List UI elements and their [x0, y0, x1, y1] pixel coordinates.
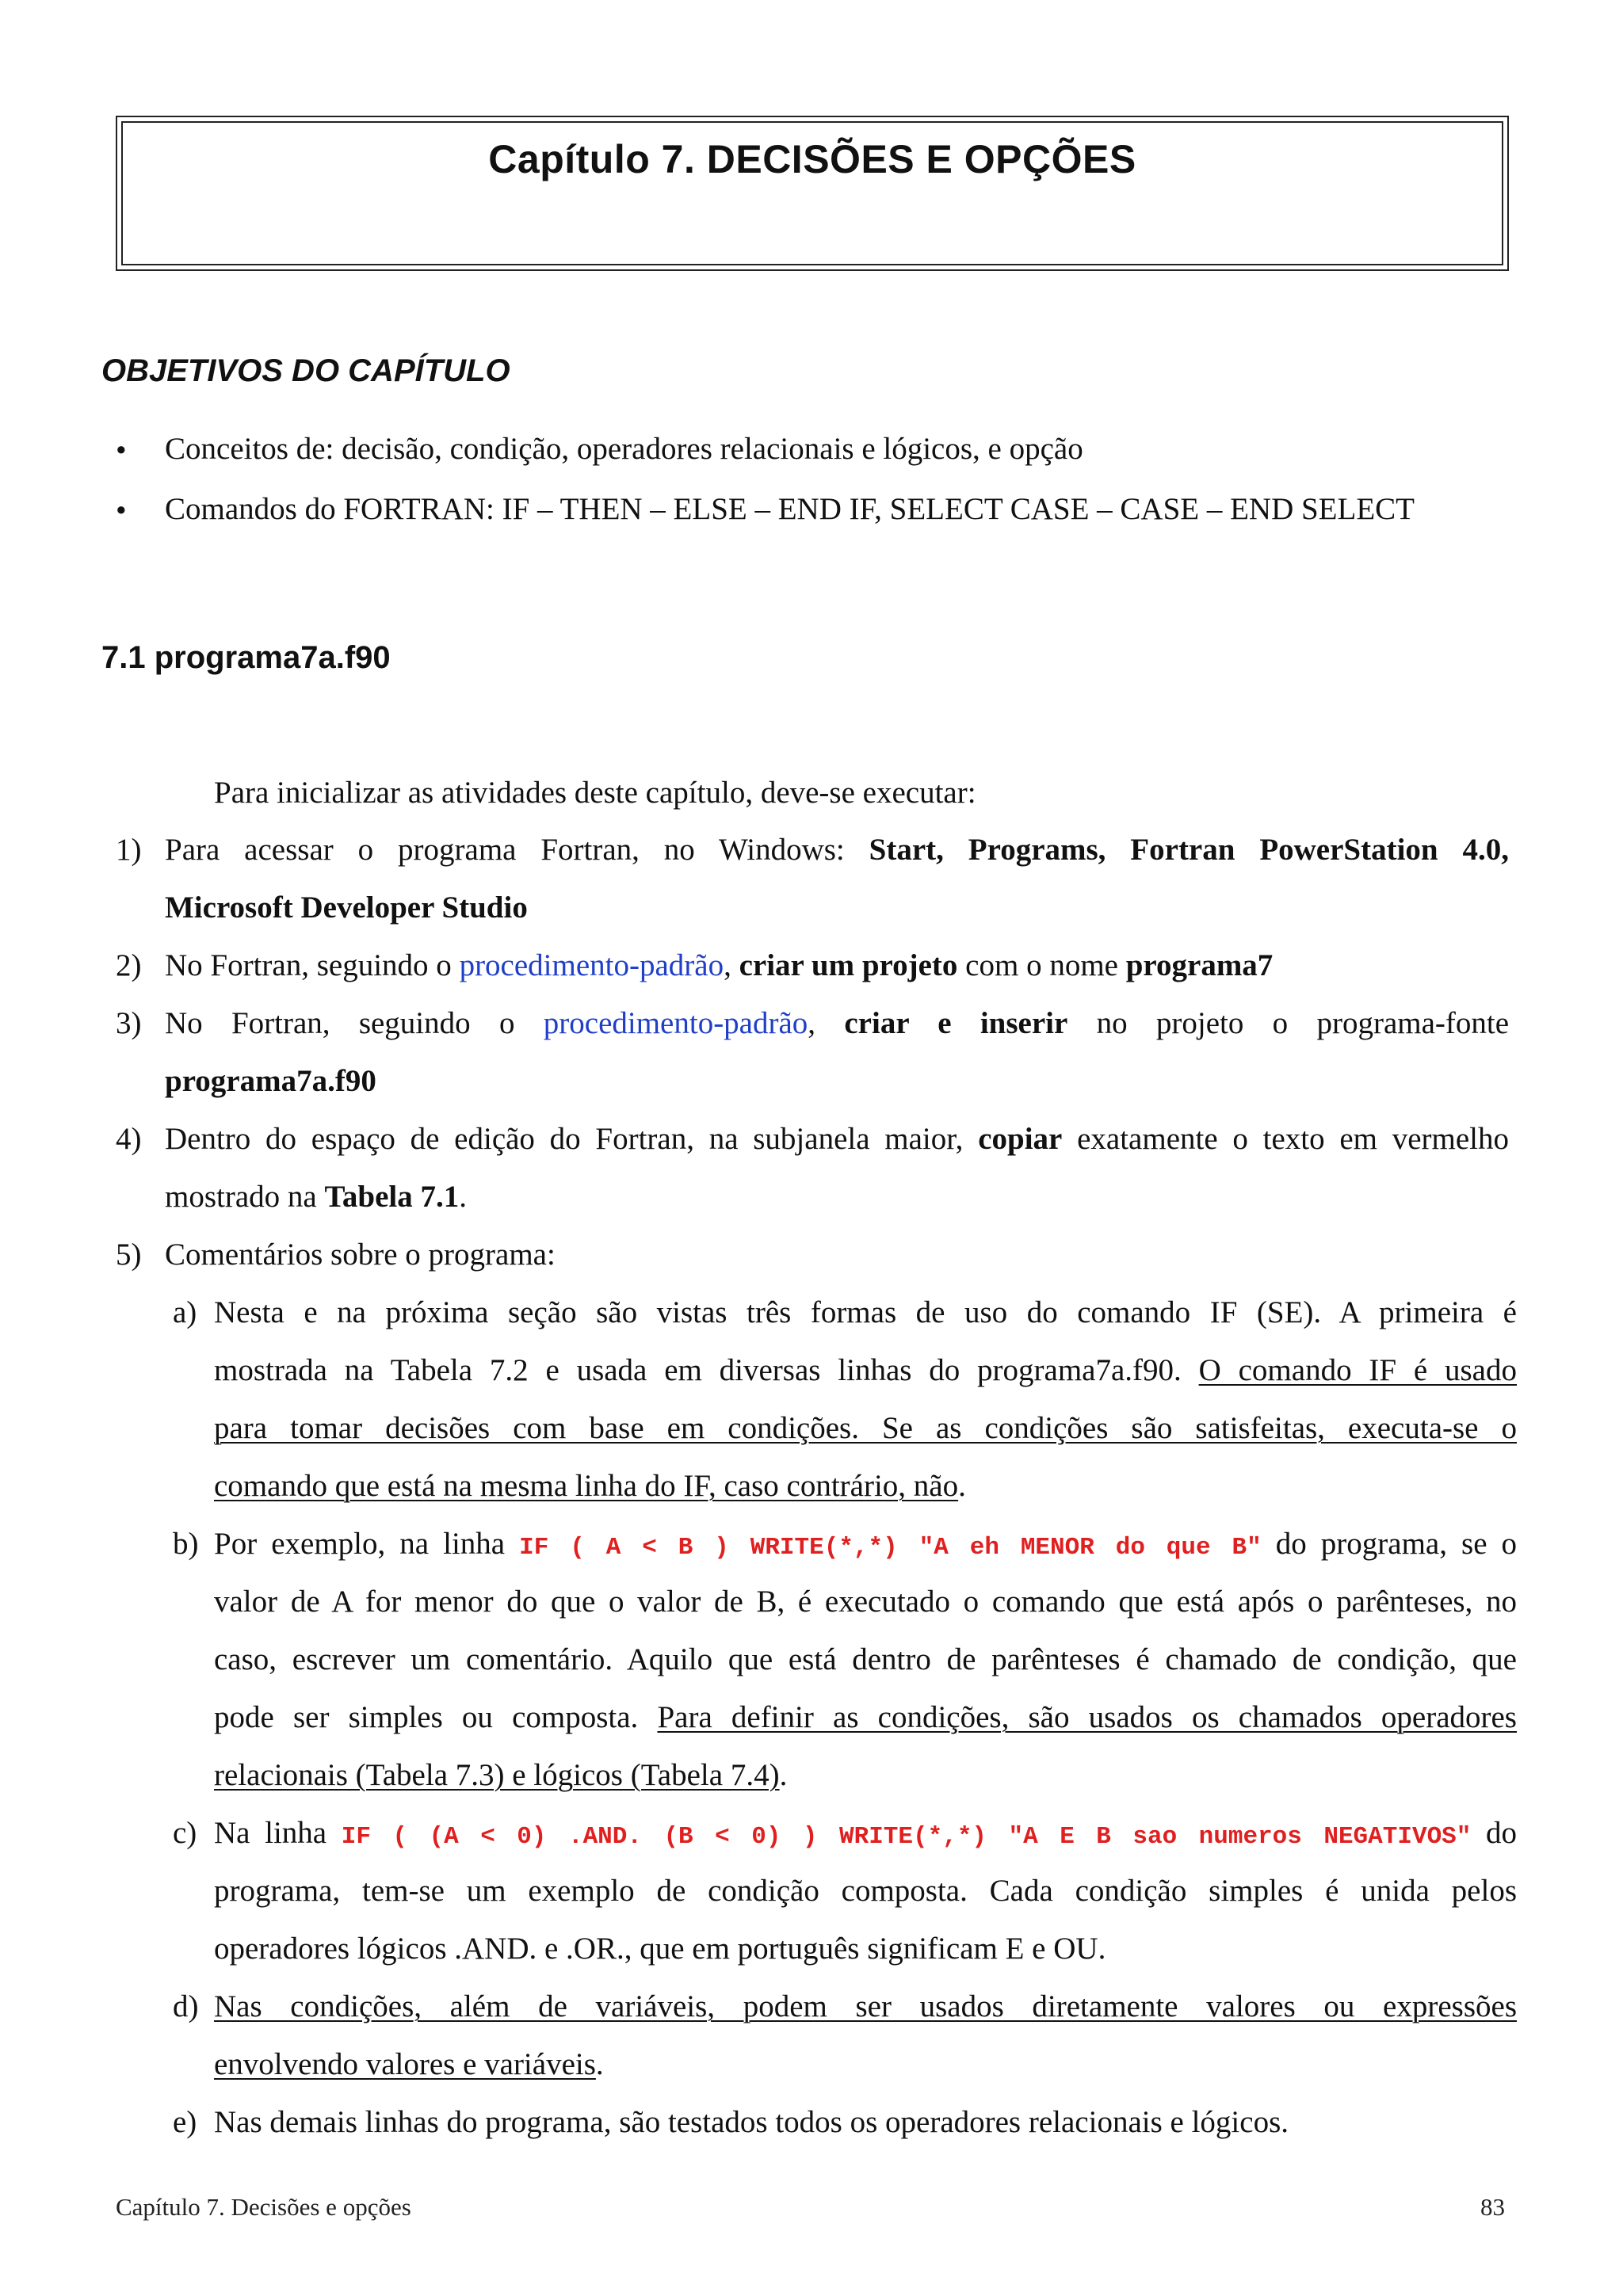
comment-label: c) — [173, 1816, 197, 1850]
objective-item: Comandos do FORTRAN: IF – THEN – ELSE – END IF, SELECT CASE – CASE – END SELECT — [165, 492, 1415, 526]
step-3-line-1: No Fortran, seguindo o procedimento-padrão, criar e inserir no projeto o programa-fonte — [165, 1006, 1510, 1040]
comment-b-line-3: caso, escrever um comentário. Aquilo que está dentro de parênteses é chamado de condição, que — [214, 1642, 1517, 1676]
comment-d-line-2: envolvendo valores e variáveis. — [214, 2047, 604, 2081]
section-heading: 7.1 programa7a.f90 — [101, 640, 391, 675]
comment-c-line-3: operadores lógicos .AND. e .OR., que em português significam E e OU. — [214, 1932, 1106, 1966]
comment-a-line-1: Nesta e na próxima seção são vistas três formas de uso do comando IF (SE). A primeira é — [214, 1295, 1517, 1329]
comment-b-line-4: pode ser simples ou composta. Para definir as condições, são usados os chamados operadores — [214, 1700, 1517, 1734]
step-3-line-2: programa7a.f90 — [165, 1064, 376, 1098]
step-4-line-2: mostrado na Tabela 7.1. — [165, 1180, 467, 1214]
code-snippet: IF ( (A < 0) .AND. (B < 0) ) WRITE(*,*) "A E B sao numeros NEGATIVOS" — [341, 1823, 1472, 1851]
comment-a-line-4: comando que está na mesma linha do IF, caso contrário, não. — [214, 1469, 966, 1503]
chapter-title-box — [116, 116, 1509, 271]
comment-b-line-5: relacionais (Tabela 7.3) e lógicos (Tabela 7.4). — [214, 1758, 788, 1792]
procedure-link[interactable]: procedimento-padrão — [459, 948, 724, 982]
comment-b-line-2: valor de A for menor do que o valor de B, é executado o comando que está após o parênteses, no — [214, 1585, 1517, 1619]
comment-label: e) — [173, 2105, 197, 2139]
comment-label: b) — [173, 1527, 199, 1561]
step-5-line: Comentários sobre o programa: — [165, 1238, 556, 1272]
chapter-title: Capítulo 7. DECISÕES E OPÇÕES — [488, 137, 1136, 181]
step-number: 3) — [116, 1006, 142, 1040]
objectives-heading: OBJETIVOS DO CAPÍTULO — [101, 353, 510, 388]
comment-c-line-2: programa, tem-se um exemplo de condição composta. Cada condição simples é unida pelos — [214, 1874, 1517, 1908]
comment-b-line-1: Por exemplo, na linha IF ( A < B ) WRITE(*,*) "A eh MENOR do que B" do programa, se o — [214, 1527, 1518, 1562]
bullet-icon: • — [116, 494, 127, 528]
comment-c-line-1: Na linha IF ( (A < 0) .AND. (B < 0) ) WRITE(*,*) "A E B sao numeros NEGATIVOS" do — [214, 1816, 1518, 1851]
bullet-icon: • — [116, 433, 127, 467]
code-snippet: IF ( A < B ) WRITE(*,*) "A eh MENOR do que B" — [519, 1534, 1262, 1562]
footer-chapter: Capítulo 7. Decisões e opções — [116, 2193, 411, 2221]
comment-a-line-2: mostrada na Tabela 7.2 e usada em diversas linhas do programa7a.f90. O comando IF é usado — [214, 1353, 1517, 1387]
intro-paragraph: Para inicializar as atividades deste capítulo, deve-se executar: — [214, 776, 976, 810]
step-2-line: No Fortran, seguindo o procedimento-padrão, criar um projeto com o nome programa7 — [165, 948, 1274, 982]
comment-label: d) — [173, 1989, 199, 2023]
step-1-line-1: Para acessar o programa Fortran, no Windows: Start, Programs, Fortran PowerStation 4.0, — [165, 833, 1510, 867]
step-number: 2) — [116, 948, 142, 982]
procedure-link[interactable]: procedimento-padrão — [543, 1006, 808, 1040]
step-4-line-1: Dentro do espaço de edição do Fortran, na subjanela maior, copiar exatamente o texto em vermelho — [165, 1122, 1510, 1156]
comment-a-line-3: para tomar decisões com base em condições. Se as condições são satisfeitas, executa-se o — [214, 1411, 1517, 1445]
step-number: 5) — [116, 1238, 142, 1272]
step-number: 4) — [116, 1122, 142, 1156]
comment-label: a) — [173, 1295, 197, 1329]
step-1-line-2: Microsoft Developer Studio — [165, 891, 528, 925]
page-number: 83 — [1480, 2193, 1505, 2221]
step-number: 1) — [116, 833, 142, 867]
comment-d-line-1: Nas condições, além de variáveis, podem ser usados diretamente valores ou expressões — [214, 1989, 1517, 2023]
comment-e-line-1: Nas demais linhas do programa, são testados todos os operadores relacionais e lógicos. — [214, 2105, 1289, 2139]
objective-item: Conceitos de: decisão, condição, operadores relacionais e lógicos, e opção — [165, 432, 1083, 466]
